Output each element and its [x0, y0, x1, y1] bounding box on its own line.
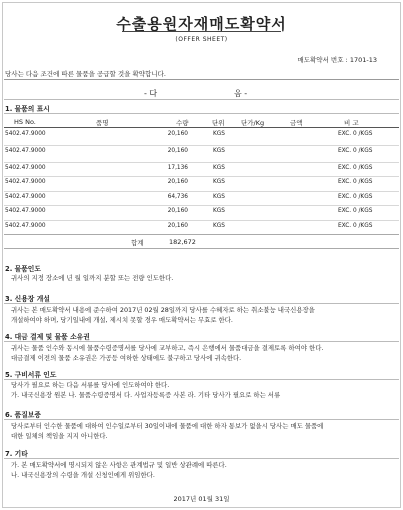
row-note: EXC. 0 /KGS — [338, 223, 373, 229]
section4-line1: 귀사는 물품 인수와 동시에 물품수령증명서를 당사에 교부하고, 즉시 은행에서 물품대금을 결제토록 하여야 한다. — [11, 344, 324, 352]
row-divider — [4, 205, 399, 206]
section7-title: 7. 기타 — [5, 450, 28, 458]
row-hs: 5402.47.9000 — [5, 148, 46, 154]
row-hs: 5402.47.9000 — [5, 131, 46, 137]
spaced-heading-left: - 다 — [144, 89, 158, 98]
row-divider — [4, 220, 399, 221]
row-note: EXC. 0 /KGS — [338, 179, 373, 185]
table-row — [0, 223, 403, 238]
section4-title: 4. 대금 결제 및 물품 소유권 — [5, 333, 90, 341]
spaced-heading-right: 음 - — [234, 89, 248, 98]
row-note: EXC. 0 /KGS — [338, 165, 373, 171]
row-note: EXC. 0 /KGS — [338, 148, 373, 154]
title-underline — [122, 31, 281, 32]
section3-line2: 개설하여야 하며, 당기일내에 개설, 제시치 못할 경우 매도확약서는 무효로 한다. — [11, 316, 233, 324]
table-row — [0, 194, 403, 209]
row-divider — [4, 176, 399, 177]
col-price: 단가/Kg — [241, 119, 265, 127]
col-unit: 단위 — [212, 119, 225, 127]
col-amount: 금액 — [290, 119, 303, 127]
col-item: 품명 — [96, 119, 109, 127]
section5-divider — [4, 379, 399, 380]
row-unit: KGS — [213, 131, 225, 137]
row-hs: 5402.47.9000 — [5, 165, 46, 171]
row-unit: KGS — [213, 194, 225, 200]
document-title: 수출용원자재매도확약서 — [116, 15, 287, 33]
row-note: EXC. 0 /KGS — [338, 208, 373, 214]
row-divider — [4, 145, 399, 146]
row-divider — [4, 162, 399, 163]
table-row — [0, 148, 403, 163]
spaced-divider — [4, 99, 399, 100]
row-note: EXC. 0 /KGS — [338, 194, 373, 200]
section3-title: 3. 신용장 개설 — [5, 295, 50, 303]
doc-number-label: 매도확약서 번호 : — [297, 56, 348, 64]
row-note: EXC. 0 /KGS — [338, 131, 373, 137]
row-unit: KGS — [213, 148, 225, 154]
row-hs: 5402.47.9000 — [5, 194, 46, 200]
section1-divider — [4, 113, 399, 114]
row-qty: 64,736 — [167, 194, 188, 200]
document-subtitle: (OFFER SHEET) — [175, 36, 228, 43]
row-qty: 20,160 — [167, 223, 188, 229]
intro-text: 당사는 다음 조건에 따른 물품을 공급할 것을 확약합니다. — [5, 70, 166, 78]
table-total-divider — [4, 234, 399, 235]
section5-title: 5. 구비서류 인도 — [5, 371, 57, 379]
col-note: 비 고 — [344, 119, 359, 127]
row-unit: KGS — [213, 208, 225, 214]
section1-title: 1. 물품의 표시 — [5, 105, 50, 113]
table-header-divider — [4, 127, 399, 128]
section4-line2: 대금결제 이전의 물품 소유권은 가공등 여하한 상태에도 불구하고 당사에 귀속한다. — [11, 354, 242, 362]
col-hs: HS No. — [14, 118, 36, 126]
total-label: 합계 — [131, 239, 144, 247]
document-date: 2017년 01월 31일 — [173, 495, 230, 503]
section7-line2: 나. 내국신용장의 수령을 개설 신청인에게 위임한다. — [11, 471, 155, 479]
row-divider — [4, 191, 399, 192]
section6-divider — [4, 419, 399, 420]
section3-line1: 귀사는 본 매도확약서 내용에 준수하여 2017년 02월 28일까지 당사를 수혜자로 하는 취소불능 내국신용장을 — [11, 306, 315, 314]
section6-line1: 당사로부터 인수한 물품에 대하여 인수일로부터 30일이내에 물품에 대한 하자 통보가 없을시 당사는 매도 물품에 — [11, 422, 324, 430]
intro-divider — [4, 79, 399, 80]
section7-divider — [4, 458, 399, 459]
section5-line2: 가. 내국신용장 원본 나. 물품수령증명서 다. 사업자등록증 사본 라. 기타 당사가 필요로 하는 서류 — [11, 391, 281, 399]
section2-text: 귀사의 지정 장소에 년 월 일까지 분할 또는 전량 인도한다. — [11, 274, 174, 282]
section6-title: 6. 품질보증 — [5, 411, 41, 419]
section7-line1: 가. 본 매도확약서에 명시되지 않은 사항은 관계법규 및 일반 상관례에 따른다. — [11, 461, 227, 469]
col-qty: 수량 — [176, 119, 189, 127]
row-qty: 20,160 — [167, 148, 188, 154]
section2-title: 2. 물품인도 — [5, 265, 41, 273]
section4-divider — [4, 341, 399, 342]
table-bottom-divider — [4, 248, 399, 249]
row-qty: 20,160 — [167, 131, 188, 137]
section6-line2: 대한 일체의 책임을 지지 아니한다. — [11, 432, 108, 440]
table-row — [0, 131, 403, 146]
section3-divider — [4, 303, 399, 304]
row-qty: 20,160 — [167, 208, 188, 214]
row-hs: 5402.47.9000 — [5, 179, 46, 185]
row-qty: 17,136 — [167, 165, 188, 171]
row-hs: 5402.47.9000 — [5, 208, 46, 214]
row-hs: 5402.47.9000 — [5, 223, 46, 229]
row-unit: KGS — [213, 165, 225, 171]
doc-number — [297, 55, 377, 64]
table-row — [0, 165, 403, 180]
total-qty: 182,672 — [169, 238, 196, 246]
row-unit: KGS — [213, 223, 225, 229]
row-unit: KGS — [213, 179, 225, 185]
doc-number-value: 1701-13 — [349, 56, 377, 64]
section5-line1: 당사가 필요로 하는 다음 서류를 당사에 인도하여야 한다. — [11, 381, 170, 389]
row-qty: 20,160 — [167, 179, 188, 185]
